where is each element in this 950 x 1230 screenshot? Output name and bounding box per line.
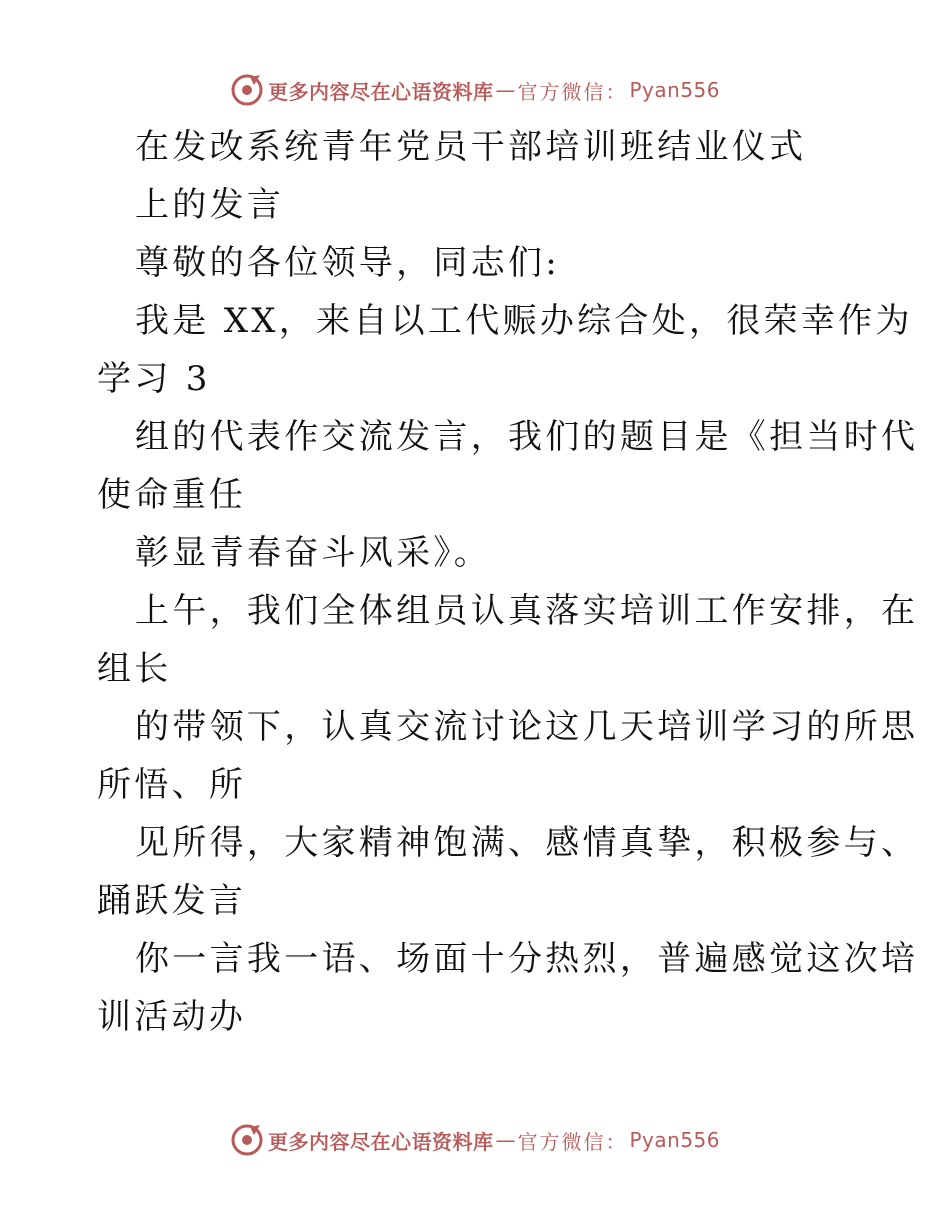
text-line: 组的代表作交流发言，我们的题目是《担当时代 [135, 417, 919, 457]
text-line: 所悟、所 [97, 765, 247, 805]
watermark-label: 官方微信： [517, 79, 628, 104]
brand-logo-icon [230, 1123, 264, 1157]
text-line: 使命重任 [97, 475, 247, 515]
text-line: 的带领下，认真交流讨论这几天培训学习的所思 [135, 707, 919, 747]
text-line: 上的发言 [135, 185, 285, 225]
text-line: 上午，我们全体组员认真落实培训工作安排，在 [135, 591, 919, 631]
brand-logo-icon [230, 73, 264, 107]
text-line: 学习 3 [97, 359, 211, 399]
document-body [97, 118, 919, 1046]
text-line: 组长 [97, 649, 172, 689]
text-line: 我是 XX，来自以工代赈办综合处，很荣幸作为 [135, 301, 913, 341]
watermark-id: Pyan556 [629, 1128, 720, 1152]
text-line: 训活动办 [97, 997, 247, 1037]
watermark-separator: — [495, 78, 516, 102]
watermark-label: 官方微信： [517, 1129, 628, 1154]
watermark-brand: 更多内容尽在心语资料库 [267, 1129, 494, 1154]
text-line: 你一言我一语、场面十分热烈，普遍感觉这次培 [135, 939, 919, 979]
header-watermark [0, 70, 950, 110]
text-line: 在发改系统青年党员干部培训班结业仪式 [135, 127, 807, 167]
footer-watermark [0, 1120, 950, 1160]
watermark-brand: 更多内容尽在心语资料库 [267, 79, 494, 104]
watermark-id: Pyan556 [629, 78, 720, 102]
text-line: 彰显青春奋斗风采》。 [135, 533, 491, 573]
text-line: 见所得，大家精神饱满、感情真挚，积极参与、 [135, 823, 919, 863]
text-line: 踊跃发言 [97, 881, 247, 921]
watermark-separator: — [495, 1128, 516, 1152]
text-line: 尊敬的各位领导，同志们: [135, 243, 561, 283]
